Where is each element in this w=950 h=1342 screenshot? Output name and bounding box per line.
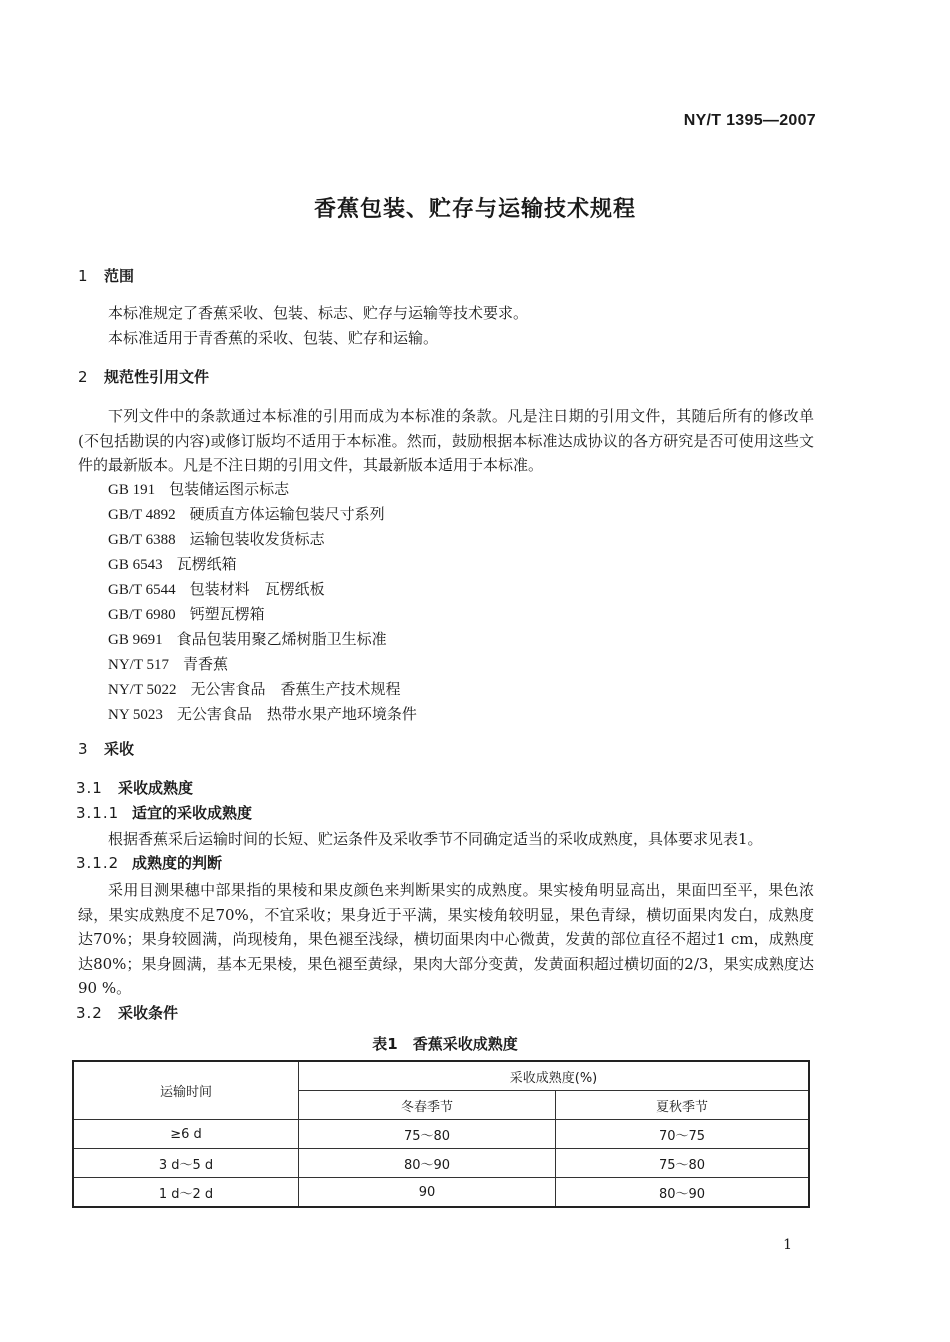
cell-winter: 75～80 (299, 1120, 556, 1149)
section-title: 采收条件 (118, 1004, 179, 1022)
reference-item (108, 678, 401, 699)
section-number: 3.1.2 (76, 854, 120, 872)
reference-item (108, 503, 385, 524)
section-3-heading (78, 738, 134, 759)
reference-title: 钙塑瓦楞箱 (189, 605, 265, 623)
reference-code: GB/T 4892 (108, 507, 176, 523)
header-maturity-group: 采收成熟度(%) (299, 1061, 810, 1091)
section-number: 3.2 (76, 1004, 103, 1022)
standard-code: NY/T 1395—2007 (683, 112, 816, 129)
reference-title: 无公害食品 热带水果产地环境条件 (176, 705, 417, 723)
section-title: 采收成熟度 (118, 779, 194, 797)
table-row (73, 1120, 809, 1149)
section-1-paragraph-2: 本标准适用于青香蕉的采收、包装、贮存和运输。 (108, 329, 439, 347)
table-row (73, 1178, 809, 1208)
cell-time: 3 d～5 d (73, 1149, 299, 1178)
reference-code: GB 191 (108, 482, 156, 498)
reference-code: NY/T 517 (108, 657, 169, 673)
reference-title: 青香蕉 (182, 655, 228, 673)
reference-title: 食品包装用聚乙烯树脂卫生标准 (176, 630, 387, 648)
section-title: 成熟度的判断 (132, 854, 223, 872)
reference-title: 包装储运图示标志 (169, 480, 290, 498)
header-transport-time: 运输时间 (73, 1061, 299, 1120)
header-summer-autumn: 夏秋季节 (556, 1091, 810, 1120)
cell-winter: 90 (299, 1178, 556, 1208)
reference-item (108, 478, 289, 499)
cell-summer: 80～90 (556, 1178, 810, 1208)
cell-time: ≥6 d (73, 1120, 299, 1149)
section-3-1-2-heading (76, 852, 222, 873)
section-3-2-heading (76, 1002, 178, 1023)
harvest-maturity-table (72, 1060, 810, 1208)
table-row (73, 1149, 809, 1178)
document-title: 香蕉包装、贮存与运输技术规程 (313, 197, 636, 222)
reference-item (108, 578, 325, 599)
section-title: 范围 (104, 267, 135, 285)
section-3-1-1-heading (76, 802, 252, 823)
section-number: 1 (78, 267, 88, 285)
table-header-row (73, 1061, 809, 1091)
reference-code: GB 9691 (108, 632, 163, 648)
section-1-paragraph-1: 本标准规定了香蕉采收、包装、标志、贮存与运输等技术要求。 (108, 304, 529, 322)
section-number: 3 (78, 740, 88, 758)
section-2-paragraph: 下列文件中的条款通过本标准的引用而成为本标准的条款。凡是注日期的引用文件，其随后所有的修改单(不包括勘误的内容)或修订版均不适用于本标准。然而，鼓励根据本标准达成协议的各方研究是否可使用这些文件的最新版本。凡是不注日期的引用文件，其最新版本适用于本标准。 (78, 407, 814, 474)
reference-title: 运输包装收发货标志 (189, 530, 325, 548)
section-title: 适宜的采收成熟度 (132, 804, 253, 822)
reference-item (108, 603, 265, 624)
reference-code: GB 6543 (108, 557, 163, 573)
reference-code: NY/T 5022 (108, 682, 177, 698)
section-title: 规范性引用文件 (104, 368, 210, 386)
reference-item (108, 528, 325, 549)
section-1-heading (78, 265, 134, 286)
reference-title: 无公害食品 香蕉生产技术规程 (190, 680, 401, 698)
reference-title: 硬质直方体运输包装尺寸系列 (189, 505, 385, 523)
section-3-1-heading (76, 777, 193, 798)
reference-item (108, 653, 228, 674)
page-number: 1 (783, 1237, 792, 1253)
section-number: 3.1 (76, 779, 103, 797)
reference-code: GB/T 6388 (108, 532, 176, 548)
section-3-1-2-paragraph: 采用目测果穗中部果指的果棱和果皮颜色来判断果实的成熟度。果实棱角明显高出，果面凹至平，果色浓绿，果实成熟度不足70%，不宜采收；果身近于平满，果实棱角较明显，果色青绿，横切面果肉发白，成熟度达70%；果身较圆满，尚现棱角，果色褪至浅绿，横切面果肉中心微黄，发黄的部位直径不超过1 cm，成熟度达80%；果身圆满，基本无果棱，果色褪至黄绿，果肉大部分变黄，发黄面积超过横切面的2/3，果实成熟度达90 %。 (78, 881, 814, 997)
section-number: 2 (78, 368, 88, 386)
reference-code: NY 5023 (108, 707, 163, 723)
section-title: 采收 (104, 740, 135, 758)
header-winter-spring: 冬春季节 (299, 1091, 556, 1120)
reference-code: GB/T 6544 (108, 582, 176, 598)
section-2-heading (78, 366, 209, 387)
cell-summer: 75～80 (556, 1149, 810, 1178)
cell-time: 1 d～2 d (73, 1178, 299, 1208)
table-caption: 表1 香蕉采收成熟度 (372, 1035, 518, 1053)
reference-title: 瓦楞纸箱 (176, 555, 237, 573)
reference-code: GB/T 6980 (108, 607, 176, 623)
reference-item (108, 628, 387, 649)
section-number: 3.1.1 (76, 804, 120, 822)
reference-item (108, 703, 417, 724)
cell-summer: 70～75 (556, 1120, 810, 1149)
section-3-1-1-paragraph: 根据香蕉采后运输时间的长短、贮运条件及采收季节不同确定适当的采收成熟度，具体要求见表1。 (108, 830, 763, 848)
reference-title: 包装材料 瓦楞纸板 (189, 580, 325, 598)
reference-item (108, 553, 237, 574)
cell-winter: 80～90 (299, 1149, 556, 1178)
